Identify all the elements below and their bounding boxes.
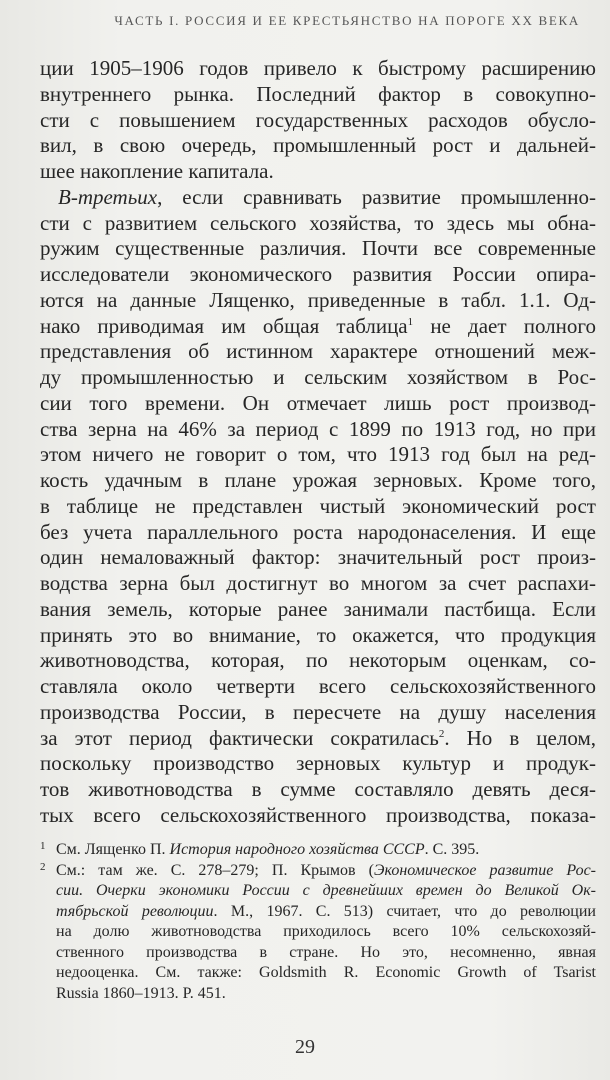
text-line: этом ничего не говорит о том, что 1913 год был на ред- [40, 442, 596, 467]
text-line: сии того времени. Он отмечает лишь рост производ- [40, 390, 596, 415]
text-line: ставляла около четверти всего сельскохозяйственного [40, 674, 596, 698]
footnote-line: ственного производства в стране. Но это, несомненно, явная [56, 943, 596, 961]
text-line: вил, в свою очередь, промышленный рост и дальней- [40, 133, 596, 158]
text-line: один немаловажный фактор: значительный рост произ- [40, 545, 596, 570]
text-line: принять это во внимание, то окажется, что продукция [40, 622, 596, 647]
footnote-line: на долю животноводства приходилось всего 10% сельскохозяй- [56, 923, 596, 940]
footnote-line: тябрьской революции. М., 1967. С. 513) считает, что до революции [56, 902, 596, 920]
text-line: водства зерна был достигнут во многом за счет распахи- [40, 571, 596, 595]
text-line: внутреннего рынка. Последний фактор в совокупно- [40, 81, 596, 106]
text-line: представления об истинном характере отношений меж- [40, 339, 596, 364]
text-line: поскольку производство зерновых культур и продук- [40, 751, 596, 776]
text-line: сти с повышением государственных расходов обусло- [40, 107, 596, 132]
text-line: ции 1905–1906 годов привело к быстрому расширению [40, 56, 596, 80]
footnote-line: 1 См. Лященко П. История народного хозяйства СССР. С. 395. [40, 840, 480, 858]
footnote-ref: 2 [438, 727, 445, 740]
text-line: ружим существенные различия. Почти все современные [40, 236, 596, 261]
text-line: в таблице не представлен чистый экономический рост [40, 493, 596, 518]
footnote-line: сии. Очерки экономики России с древнейших времен до Великой Ок- [56, 882, 596, 899]
text-line: за этот период фактически сократилась$^2$. Но в целом, [40, 725, 596, 750]
text-line: тых всего сельскохозяйственного производства, показа- [40, 802, 596, 827]
footnotes [40, 840, 596, 1004]
text-line: без учета параллельного роста народонаселения. И еще [40, 519, 596, 544]
footnote-ref: 1 [407, 315, 414, 328]
text-line: исследователи экономического развития России опира- [40, 262, 596, 286]
running-head: ЧАСТЬ I. РОССИЯ И ЕЕ КРЕСТЬЯНСТВО НА ПОРОГЕ XX ВЕКА [114, 13, 580, 28]
text-line: В-третьих, если сравнивать развитие промышленно- [58, 184, 596, 209]
text-line: сти с развитием сельского хозяйства, то здесь мы обна- [40, 210, 596, 235]
body-text [40, 56, 596, 829]
emphasis: В-третьих [58, 184, 158, 209]
text-line: шее накопление капитала. [40, 159, 274, 183]
text-line: нако приводимая им общая таблица$^1$ не дает полного [40, 313, 596, 338]
text-line: вания земель, которые ранее занимали пастбища. Если [40, 596, 596, 621]
footnote-line: недооценка. См. также: Goldsmith R. Economic Growth of Tsarist [56, 964, 596, 981]
text-line: ства зерна на 46% за период с 1899 по 1913 год, но при [40, 416, 596, 441]
text-line: кость удачным в плане урожая зерновых. Кроме того, [40, 468, 596, 492]
footnote-line: Russia 1860–1913. P. 451. [56, 984, 226, 1002]
text-line: тов животноводства в сумме составляло девять деся- [40, 777, 596, 801]
footnote-line: 2 См.: там же. С. 278–279; П. Крымов (Экономическое развитие Рос- [40, 860, 597, 879]
text-line: животноводства, которая, по некоторым оценкам, со- [40, 648, 596, 673]
page-number: 29 [295, 1036, 315, 1058]
text-line: ются на данные Лященко, приведенные в табл. 1.1. Од- [40, 287, 596, 312]
text-line: производства России, в пересчете на душу населения [40, 699, 596, 724]
text-line: ду промышленностью и сельским хозяйством в Рос- [40, 365, 596, 389]
